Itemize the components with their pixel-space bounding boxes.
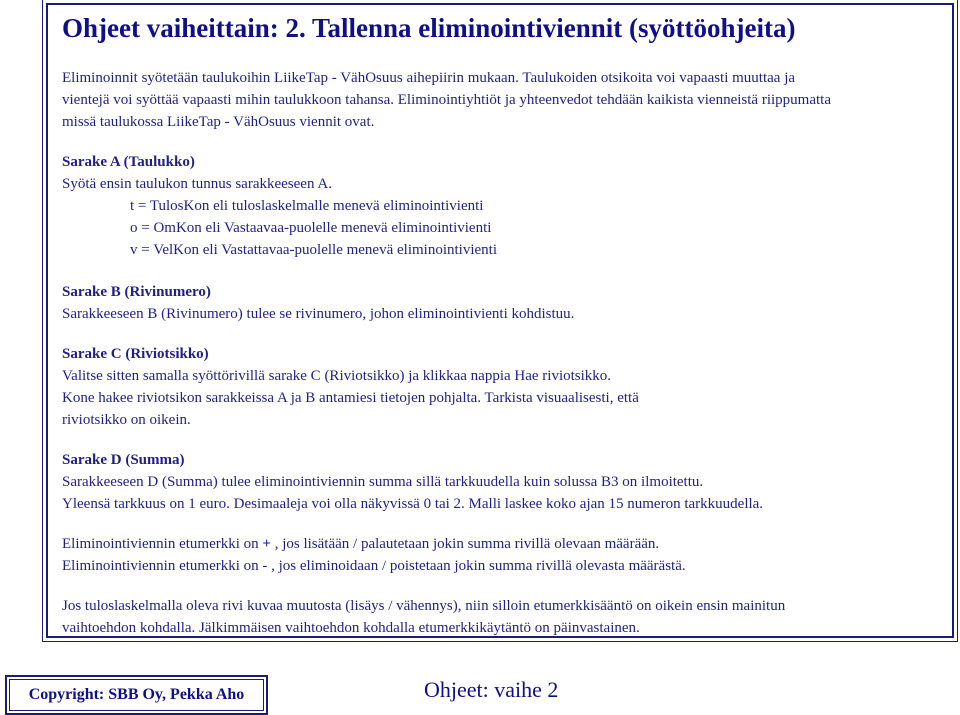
plus-sign: + [262,536,271,552]
note-line: Jos tuloslaskelmalla oleva rivi kuvaa muutosta (lisäys / vähennys), niin silloin etumerkkisääntö on oikein ensin mainitun [62,598,786,614]
section-column-d [62,449,938,515]
sign-rule-plus [62,533,938,555]
section-column-a [62,151,938,261]
intro-line: Eliminoinnit syötetään taulukoihin LiikeTap - VähOsuus aihepiirin mukaan. Taulukoiden otsikoita voi vapaasti muuttaa ja [62,70,796,86]
section-line: Sarakkeeseen B (Rivinumero) tulee se rivinumero, johon eliminointivienti kohdistuu. [62,306,575,322]
intro-line: missä taulukossa LiikeTap - VähOsuus viennit ovat. [62,114,375,130]
step-label: Ohjeet: vaihe 2 [424,677,559,702]
code-definition-t: t = TulosKon eli tuloslaskelmalle menevä eliminointivienti [130,198,484,214]
section-heading: Sarake D (Summa) [62,452,185,468]
instruction-content [62,67,938,639]
section-line: Sarakkeeseen D (Summa) tulee eliminointiviennin summa sillä tarkkuudella kuin solussa B3 on ilmoitettu. [62,474,704,490]
note-line: vaihtoehdon kohdalla. Jälkimmäisen vaihtoehdon kohdalla etumerkkikäytäntö on päinvastainen. [62,620,640,636]
section-line: Kone hakee riviotsikon sarakkeissa A ja B antamiesi tietojen pohjalta. Tarkista visuaalisesti, että [62,390,639,406]
section-heading: Sarake C (Riviotsikko) [62,346,209,362]
section-line: Yleensä tarkkuus on 1 euro. Desimaaleja voi olla näkyvissä 0 tai 2. Malli laskee koko ajan 15 numeron tarkkuudella. [62,496,764,512]
section-heading: Sarake B (Rivinumero) [62,284,211,300]
sign-rule-text: Eliminointiviennin etumerkki on [62,536,263,552]
section-column-c [62,343,938,431]
copyright-text: Copyright: SBB Oy, Pekka Aho [28,686,245,703]
section-line: Syötä ensin taulukon tunnus sarakkeeseen A. [62,176,332,192]
instruction-panel [46,3,954,638]
sign-rules [62,533,938,577]
section-line: Valitse sitten samalla syöttörivillä sarake C (Riviotsikko) ja klikkaa nappia Hae riviotsikko. [62,368,612,384]
page-title: Ohjeet vaiheittain: 2. Tallenna eliminointiviennit (syöttöohjeita) [62,13,796,43]
copyright-box [5,675,268,715]
code-definition-o: o = OmKon eli Vastaavaa-puolelle menevä eliminointivienti [130,220,492,236]
intro-paragraph [62,67,938,133]
sign-rule-text: , jos lisätään / palautetaan jokin summa rivillä olevaan määrään. [270,536,660,552]
section-column-b [62,281,938,325]
intro-line: vientejä voi syöttää vapaasti mihin taulukkoon tahansa. Eliminointiyhtiöt ja yhteenvedot tehdään kaikista vienneistä riippumatta [62,92,831,108]
section-heading: Sarake A (Taulukko) [62,154,195,170]
sign-rule-minus: Eliminointiviennin etumerkki on - , jos eliminoidaan / poistetaan jokin summa rivillä olevasta määrästä. [62,558,686,574]
note-paragraph [62,595,938,639]
section-line: riviotsikko on oikein. [62,412,191,428]
code-definition-v: v = VelKon eli Vastattavaa-puolelle menevä eliminointivienti [130,242,497,258]
